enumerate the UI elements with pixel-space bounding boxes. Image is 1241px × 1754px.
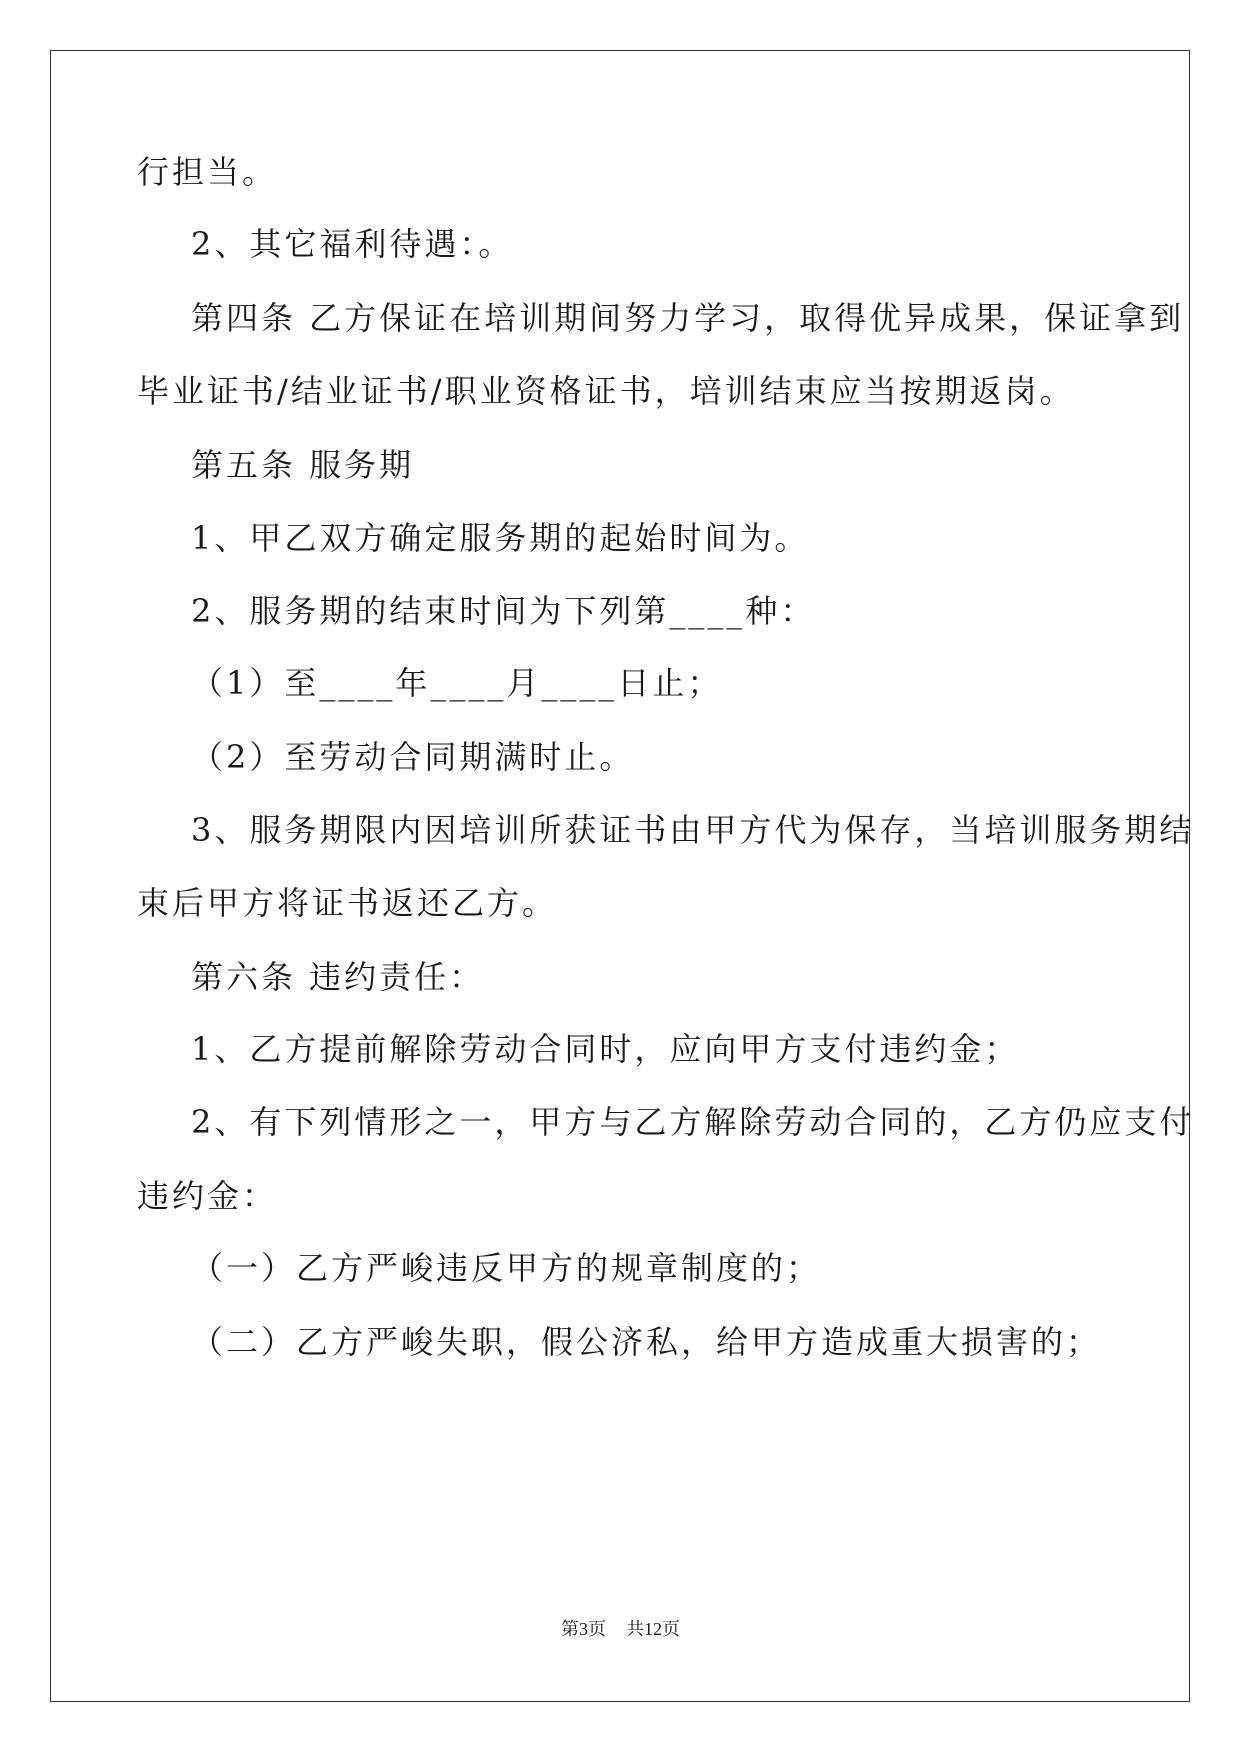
text-line: 第四条 乙方保证在培训期间努力学习，取得优异成果，保证拿到 bbox=[191, 299, 1185, 337]
text-line: 3、服务期限内因培训所获证书由甲方代为保存，当培训服务期结 bbox=[191, 811, 1195, 849]
text-line: 束后甲方将证书返还乙方。 bbox=[137, 884, 558, 922]
page-number: 第3页 bbox=[561, 1619, 606, 1639]
text-line: 2、有下列情形之一，甲方与乙方解除劳动合同的，乙方仍应支付 bbox=[191, 1103, 1195, 1141]
text-line: （一）乙方严峻违反甲方的规章制度的； bbox=[191, 1249, 822, 1287]
text-line: 第五条 服务期 bbox=[191, 446, 415, 484]
text-line: （1）至____年____月____日止； bbox=[191, 664, 723, 702]
text-line: 1、甲乙双方确定服务期的起始时间为。 bbox=[191, 519, 810, 557]
text-line: 违约金： bbox=[137, 1177, 278, 1215]
text-line: 2、其它福利待遇：。 bbox=[191, 225, 514, 263]
text-line: 毕业证书/结业证书/职业资格证书，培训结束应当按期返岗。 bbox=[137, 372, 1075, 410]
text-line: 第六条 违约责任： bbox=[191, 958, 485, 996]
text-line: （二）乙方严峻失职，假公济私，给甲方造成重大损害的； bbox=[191, 1323, 1102, 1361]
page-border bbox=[50, 50, 1190, 1702]
text-line: 2、服务期的结束时间为下列第____种： bbox=[191, 592, 816, 630]
text-line: 1、乙方提前解除劳动合同时，应向甲方支付违约金； bbox=[191, 1030, 1020, 1068]
text-line: （2）至劳动合同期满时止。 bbox=[191, 738, 635, 776]
text-line: 行担当。 bbox=[137, 153, 278, 191]
page-footer bbox=[0, 1615, 1241, 1641]
page-total: 共12页 bbox=[626, 1619, 680, 1639]
